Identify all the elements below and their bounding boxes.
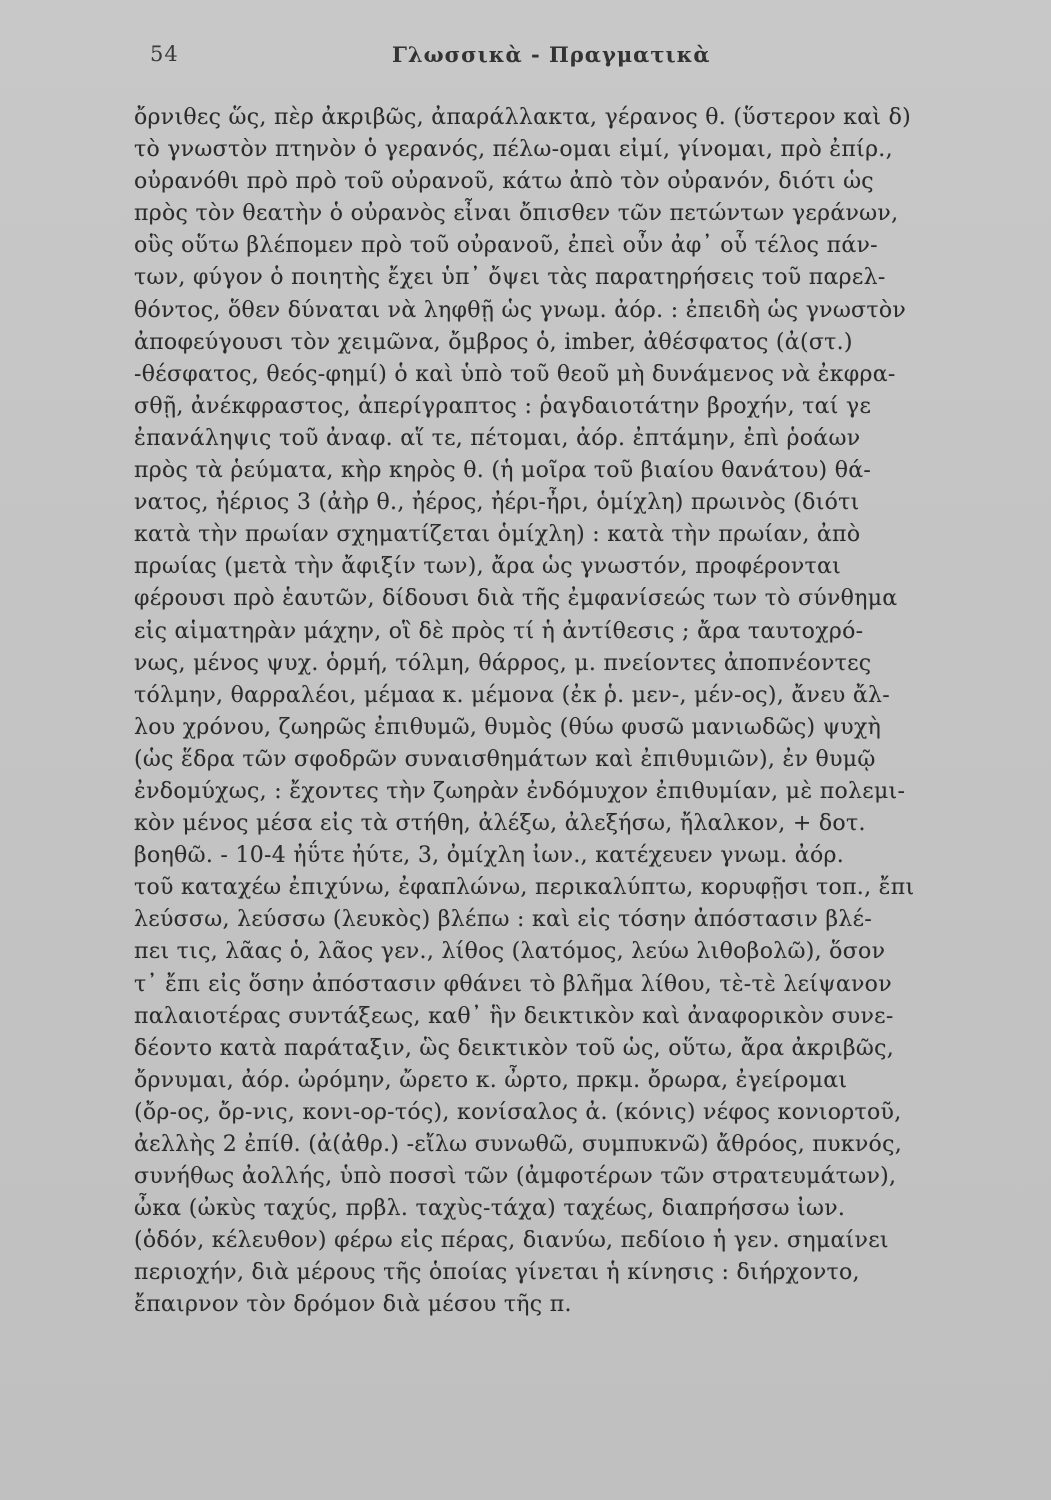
text-line: ἔπαιρνον τὸν δρόμον διὰ μέσου τῆς π. — [134, 1292, 572, 1318]
text-line: δέοντο κατὰ παράταξιν, ὣς δεικτικὸν τοῦ ὡς, οὕτω, ἄρα ἀκριβῶς, — [134, 1035, 895, 1061]
text-line: πει τις, λᾶας ὁ, λᾶος γεν., λίθος (λατόμος, λεύω λιθοβολῶ), ὅσον — [134, 939, 886, 965]
text-line: πρωίας (μετὰ τὴν ἄφιξίν των), ἄρα ὡς γνωστόν, προφέρονται — [134, 554, 842, 580]
text-line: (ὄρ-ος, ὄρ-νις, κονι-ορ-τός), κονίσαλος ἀ. (κόνις) νέφος κονιορτοῦ, — [134, 1099, 902, 1125]
page-number: 54 — [150, 42, 179, 66]
text-line: ἐπανάληψις τοῦ ἀναφ. αἵ τε, πέτομαι, ἀόρ. ἐπτάμην, ἐπὶ ῥοάων — [134, 425, 861, 451]
text-line: τοῦ καταχέω ἐπιχύνω, ἐφαπλώνω, περικαλύπτω, κορυφῇσι τοπ., ἔπι — [134, 875, 915, 901]
text-line: -θέσφατος, θεός-φημί) ὁ καὶ ὑπὸ τοῦ θεοῦ μὴ δυνάμενος νὰ ἐκφρα- — [134, 361, 896, 387]
text-line: νως, μένος ψυχ. ὁρμή, τόλμη, θάρρος, μ. πνείοντες ἀποπνέοντες — [134, 650, 872, 676]
text-line: σθῇ, ἀνέκφραστος, ἀπερίγραπτος : ῥαγδαιοτάτην βροχήν, ταί γε — [134, 393, 872, 419]
text-line: εἰς αἱματηρὰν μάχην, οἳ δὲ πρὸς τί ἡ ἀντίθεσις ; ἄρα ταυτοχρό- — [134, 618, 864, 644]
text-line: ὄρνιθες ὥς, πὲρ ἀκριβῶς, ἀπαράλλακτα, γέρανος θ. (ὕστερον καὶ δ) — [134, 105, 912, 130]
text-line: οὓς οὕτω βλέπομεν πρὸ τοῦ οὐρανοῦ, ἐπεὶ οὖν ἀφ᾽ οὗ τέλος πάν- — [134, 233, 878, 259]
text-line: (ὁδόν, κέλευθον) φέρω εἰς πέρας, διανύω, πεδίοιο ἡ γεν. σημαίνει — [134, 1228, 889, 1254]
text-line: λεύσσω, λεύσσω (λευκὸς) βλέπω : καὶ εἰς τόσην ἀπόστασιν βλέ- — [134, 907, 873, 933]
text-line: λου χρόνου, ζωηρῶς ἐπιθυμῶ, θυμὸς (θύω φυσῶ μανιωδῶς) ψυχὴ — [134, 714, 882, 740]
text-line: περιοχήν, διὰ μέρους τῆς ὁποίας γίνεται ἡ κίνησις : διήρχοντο, — [134, 1260, 860, 1286]
body-text — [134, 102, 1046, 1322]
text-line: ὄρνυμαι, ἀόρ. ὠρόμην, ὤρετο κ. ὦρτο, πρκμ. ὄρωρα, ἐγείρομαι — [134, 1067, 848, 1093]
text-line: ἐνδομύχως, : ἔχοντες τὴν ζωηρὰν ἐνδόμυχον ἐπιθυμίαν, μὲ πολεμι- — [134, 778, 906, 804]
text-line: κὸν μένος μέσα εἰς τὰ στήθη, ἀλέξω, ἀλεξήσω, ἤλαλκον, + δοτ. — [134, 811, 866, 837]
text-line: πρὸς τὰ ῥεύματα, κὴρ κηρὸς θ. (ἡ μοῖρα τοῦ βιαίου θανάτου) θά- — [134, 458, 872, 484]
text-line: ἀποφεύγουσι τὸν χειμῶνα, ὄμβρος ὁ, imber, ἀθέσφατος (ἀ(στ.) — [134, 329, 853, 355]
text-line: ὦκα (ὠκὺς ταχύς, πρβλ. ταχὺς-τάχα) ταχέως, διαπρήσσω ἰων. — [134, 1196, 846, 1222]
running-title: Γλωσσικὰ - Πραγματικὰ — [392, 42, 711, 67]
text-line: τὸ γνωστὸν πτηνὸν ὁ γερανός, πέλω-ομαι εἰμί, γίνομαι, πρὸ ἐπίρ., — [134, 137, 893, 163]
text-line: φέρουσι πρὸ ἑαυτῶν, δίδουσι διὰ τῆς ἐμφανίσεώς των τὸ σύνθημα — [134, 586, 898, 612]
text-line: παλαιοτέρας συντάξεως, καθ᾽ ἣν δεικτικὸν καὶ ἀναφορικὸν συνε- — [134, 1003, 894, 1029]
text-line: κατὰ τὴν πρωίαν σχηματίζεται ὁμίχλη) : κατὰ τὴν πρωίαν, ἀπὸ — [134, 522, 861, 548]
text-line: οὐρανόθι πρὸ πρὸ τοῦ οὐρανοῦ, κάτω ἀπὸ τὸν οὐρανόν, διότι ὡς — [134, 169, 874, 195]
text-line: τόλμην, θαρραλέοι, μέμαα κ. μέμονα (ἐκ ῥ. μεν-, μέν-ος), ἄνευ ἄλ- — [134, 682, 891, 708]
text-line: νατος, ἠέριος 3 (ἀὴρ θ., ἠέρος, ἠέρι-ἦρι, ὁμίχλη) πρωινὸς (διότι — [134, 490, 860, 516]
text-line: (ὡς ἕδρα τῶν σφοδρῶν συναισθημάτων καὶ ἐπιθυμιῶν), ἐν θυμῷ — [134, 746, 876, 772]
text-line: ἀελλὴς 2 ἐπίθ. (ἀ(ἀθρ.) -εἴλω συνωθῶ, συμπυκνῶ) ἄθρόος, πυκνός, — [134, 1132, 902, 1157]
text-line: πρὸς τὸν θεατὴν ὁ οὐρανὸς εἶναι ὄπισθεν τῶν πετώντων γεράνων, — [134, 201, 899, 227]
page-header — [150, 42, 930, 78]
text-line: των, φύγον ὁ ποιητὴς ἔχει ὑπ᾽ ὄψει τὰς παρατηρήσεις τοῦ παρελ- — [134, 265, 886, 291]
text-line: βοηθῶ. - 10-4 ἠΰτε ἠύτε, 3, ὀμίχλη ἰων., κατέχευεν γνωμ. ἀόρ. — [134, 843, 845, 869]
text-line: θόντος, ὅθεν δύναται νὰ ληφθῇ ὡς γνωμ. ἀόρ. : ἐπειδὴ ὡς γνωστὸν — [134, 297, 907, 323]
text-line: τ᾽ ἔπι εἰς ὅσην ἀπόστασιν φθάνει τὸ βλῆμα λίθου, τὲ-τὲ λείψανον — [134, 971, 892, 997]
text-line: συνήθως ἀολλής, ὑπὸ ποσσὶ τῶν (ἀμφοτέρων τῶν στρατευμάτων), — [134, 1164, 897, 1190]
